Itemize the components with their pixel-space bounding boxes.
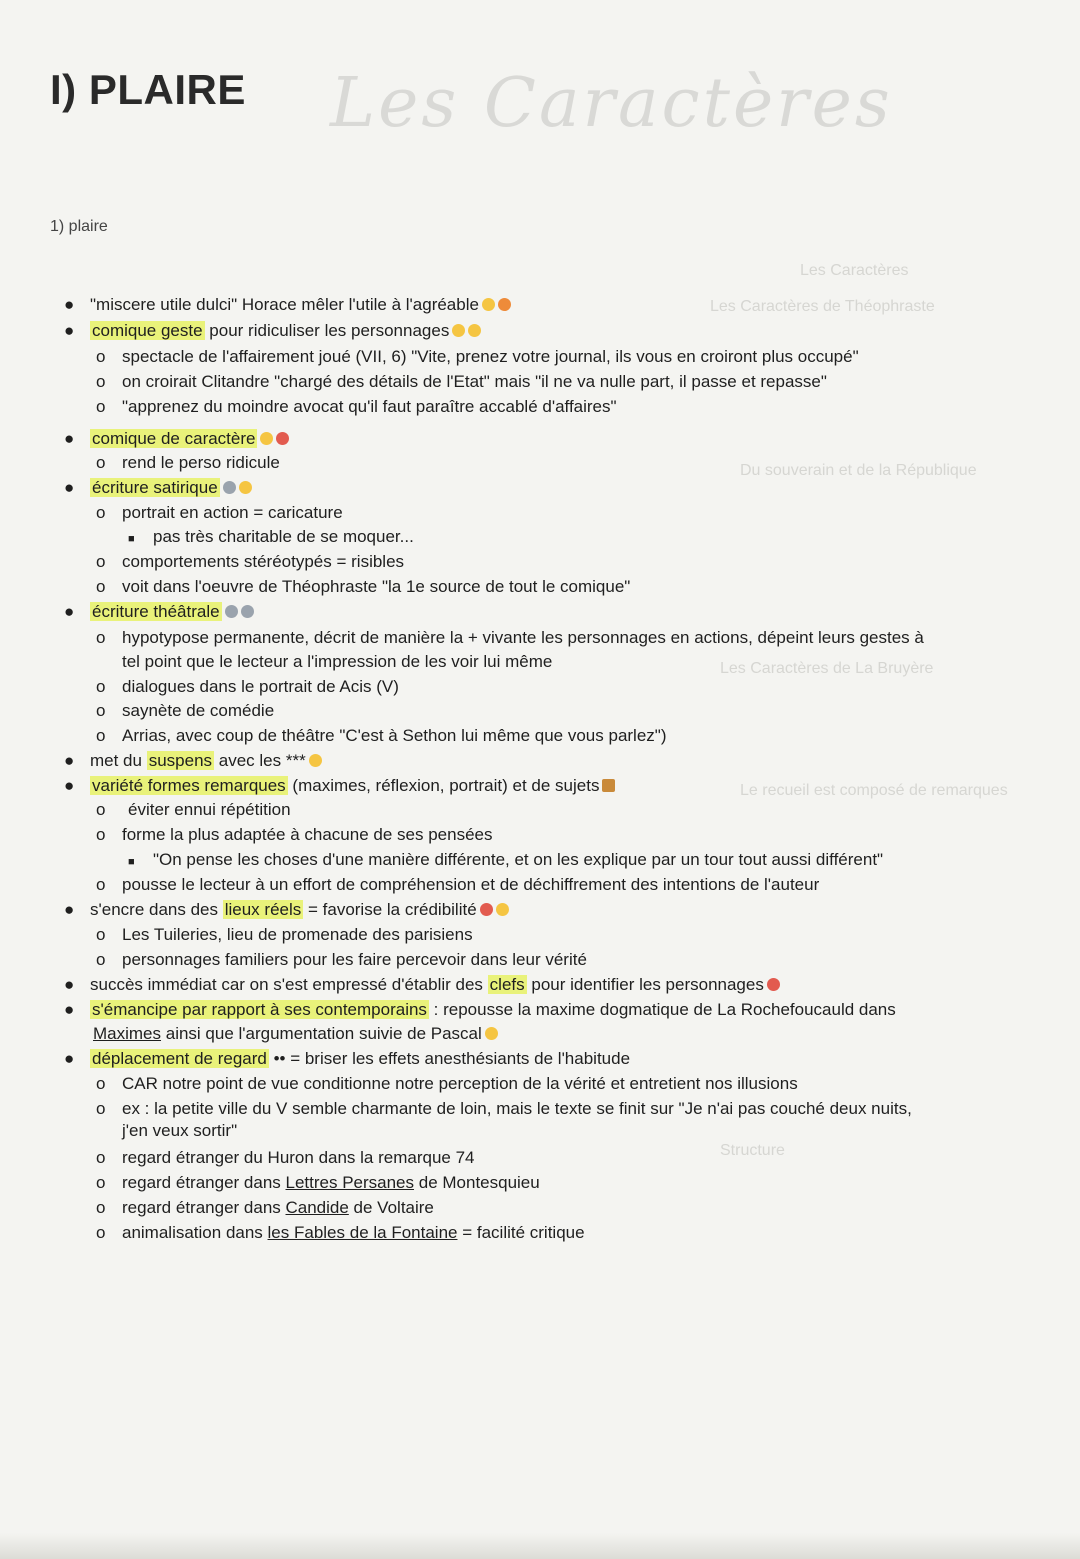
bullet-disc: ● xyxy=(64,900,75,919)
list-item: personnages familiers pour les faire percevoir dans leur vérité xyxy=(122,950,587,969)
list-item: comportements stéréotypés = risibles xyxy=(122,552,405,571)
sparkles-icon xyxy=(241,605,254,618)
bullet-circle: o xyxy=(96,701,106,720)
bullet-circle: o xyxy=(96,552,106,571)
dizzy-face-icon xyxy=(309,754,322,767)
list-item: éviter ennui répétition xyxy=(128,800,291,819)
list-item: portrait en action = caricature xyxy=(122,503,343,522)
bullet-square: ■ xyxy=(128,856,135,868)
bullet-circle: o xyxy=(96,397,106,416)
bullet-disc: ● xyxy=(64,295,75,314)
bullet-disc: ● xyxy=(64,1000,75,1019)
bullet-circle: o xyxy=(96,1099,106,1118)
list-item: saynète de comédie xyxy=(122,701,275,720)
list-item: regard étranger dans Lettres Persanes de Montesquieu xyxy=(122,1173,540,1192)
list-item-continuation: Maximes ainsi que l'argumentation suivie de Pascal xyxy=(93,1023,498,1045)
list-item-continuation: j'en veux sortir" xyxy=(122,1121,238,1140)
grin-icon xyxy=(260,432,273,445)
list-item: regard étranger du Huron dans la remarque 74 xyxy=(122,1148,475,1167)
list-item: ex : la petite ville du V semble charmante de loin, mais le texte se finit sur "Je n'ai pas couché deux nuits, xyxy=(122,1099,912,1118)
bullet-circle: o xyxy=(96,1148,106,1167)
bullet-circle: o xyxy=(96,628,106,647)
bleed-through-text: Le recueil est composé de remarques xyxy=(740,782,1008,799)
bullet-circle: o xyxy=(96,800,106,819)
smile-icon xyxy=(498,298,511,311)
list-item: "apprenez du moindre avocat qu'il faut paraître accablé d'affaires" xyxy=(122,397,617,416)
bullet-disc: ● xyxy=(64,429,75,448)
list-item: Les Tuileries, lieu de promenade des parisiens xyxy=(122,925,473,944)
angry-icon xyxy=(276,432,289,445)
pencil-icon xyxy=(225,605,238,618)
bullet-disc: ● xyxy=(64,776,75,795)
bullet-disc: ● xyxy=(64,602,75,621)
list-item: variété formes remarques (maximes, réflexion, portrait) et de sujets xyxy=(90,775,615,797)
bullet-circle: o xyxy=(96,726,106,745)
bleed-through-text: Les Caractères xyxy=(800,262,909,279)
list-item: "On pense les choses d'une manière différente, et on les explique par un tour tout aussi différent" xyxy=(153,850,884,869)
bullet-circle: o xyxy=(96,503,106,522)
list-item: succès immédiat car on s'est empressé d'établir des clefs pour identifier les personnages xyxy=(90,974,780,996)
grimace-icon xyxy=(239,481,252,494)
ok-hand-icon xyxy=(496,903,509,916)
heart-eyes-icon xyxy=(767,978,780,991)
bricks-icon xyxy=(602,779,615,792)
pencil-icon xyxy=(223,481,236,494)
pin-icon xyxy=(480,903,493,916)
bullet-disc: ● xyxy=(64,751,75,770)
list-item-continuation: tel point que le lecteur a l'impression de les voir lui même xyxy=(122,652,553,671)
bullet-disc: ● xyxy=(64,975,75,994)
bullet-circle: o xyxy=(96,875,106,894)
hands-icon xyxy=(468,324,481,337)
list-item: s'encre dans des lieux réels = favorise la crédibilité xyxy=(90,899,509,921)
list-item: comique geste pour ridiculiser les personnages xyxy=(90,320,481,342)
list-item: écriture satirique xyxy=(90,477,252,499)
bullet-circle: o xyxy=(96,1223,106,1242)
sun-icon xyxy=(485,1027,498,1040)
list-item: regard étranger dans Candide de Voltaire xyxy=(122,1198,434,1217)
bullet-circle: o xyxy=(96,453,106,472)
bullet-circle: o xyxy=(96,577,106,596)
bullet-circle: o xyxy=(96,347,106,366)
bullet-disc: ● xyxy=(64,1049,75,1068)
page-title: I) PLAIRE xyxy=(50,66,246,113)
list-item: animalisation dans les Fables de la Fontaine = facilité critique xyxy=(122,1223,585,1242)
bleed-through-text: Les Caractères de Théophraste xyxy=(710,298,935,315)
bullet-circle: o xyxy=(96,925,106,944)
list-item: pas très charitable de se moquer... xyxy=(153,527,414,546)
list-item: pousse le lecteur à un effort de compréhension et de déchiffrement des intentions de l'auteur xyxy=(122,875,820,894)
list-item: déplacement de regard •• = briser les effets anesthésiants de l'habitude xyxy=(92,1049,631,1068)
bleed-through-text: Les Caractères de La Bruyère xyxy=(720,660,934,677)
list-item: voit dans l'oeuvre de Théophraste "la 1e source de tout le comique" xyxy=(122,577,631,596)
bullet-circle: o xyxy=(96,825,106,844)
list-item: CAR notre point de vue conditionne notre perception de la vérité et entretient nos illusions xyxy=(122,1074,798,1093)
list-item: on croirait Clitandre "chargé des détails de l'Etat" mais "il ne va nulle part, il passe et repasse" xyxy=(122,372,827,391)
list-item: forme la plus adaptée à chacune de ses pensées xyxy=(122,825,493,844)
list-item: "miscere utile dulci" Horace mêler l'utile à l'agréable xyxy=(90,294,511,316)
bullet-circle: o xyxy=(96,1074,106,1093)
list-item: Arrias, avec coup de théâtre "C'est à Sethon lui même que vous parlez") xyxy=(122,726,667,745)
bullet-circle: o xyxy=(96,1198,106,1217)
bleed-through-text: Du souverain et de la République xyxy=(740,462,977,479)
list-item: rend le perso ridicule xyxy=(122,453,280,472)
list-item: dialogues dans le portrait de Acis (V) xyxy=(122,677,399,696)
list-item: comique de caractère xyxy=(90,428,289,450)
watermark-heading: Les Caractères xyxy=(330,64,893,143)
laughing-icon xyxy=(452,324,465,337)
bleed-through-text: Structure xyxy=(720,1142,785,1159)
bullet-circle: o xyxy=(96,372,106,391)
bullet-circle: o xyxy=(96,677,106,696)
bullet-disc: ● xyxy=(64,321,75,340)
list-item: s'émancipe par rapport à ses contemporains : repousse la maxime dogmatique de La Rochefoucauld dans xyxy=(92,1000,896,1019)
list-item: écriture théâtrale xyxy=(90,601,254,623)
thumbs-up-icon xyxy=(482,298,495,311)
bullet-circle: o xyxy=(96,1173,106,1192)
bullet-square: ■ xyxy=(128,533,135,545)
bullet-circle: o xyxy=(96,950,106,969)
list-item: hypotypose permanente, décrit de manière la + vivante les personnages en actions, dépeint leurs gestes à xyxy=(122,628,924,647)
bullet-disc: ● xyxy=(64,478,75,497)
page-bottom-edge xyxy=(0,1533,1080,1559)
list-item: met du suspens avec les *** xyxy=(90,750,322,772)
list-item: spectacle de l'affairement joué (VII, 6) "Vite, prenez votre journal, ils vous en croiront plus occupé" xyxy=(122,347,859,366)
section-subtitle: 1) plaire xyxy=(50,218,108,235)
